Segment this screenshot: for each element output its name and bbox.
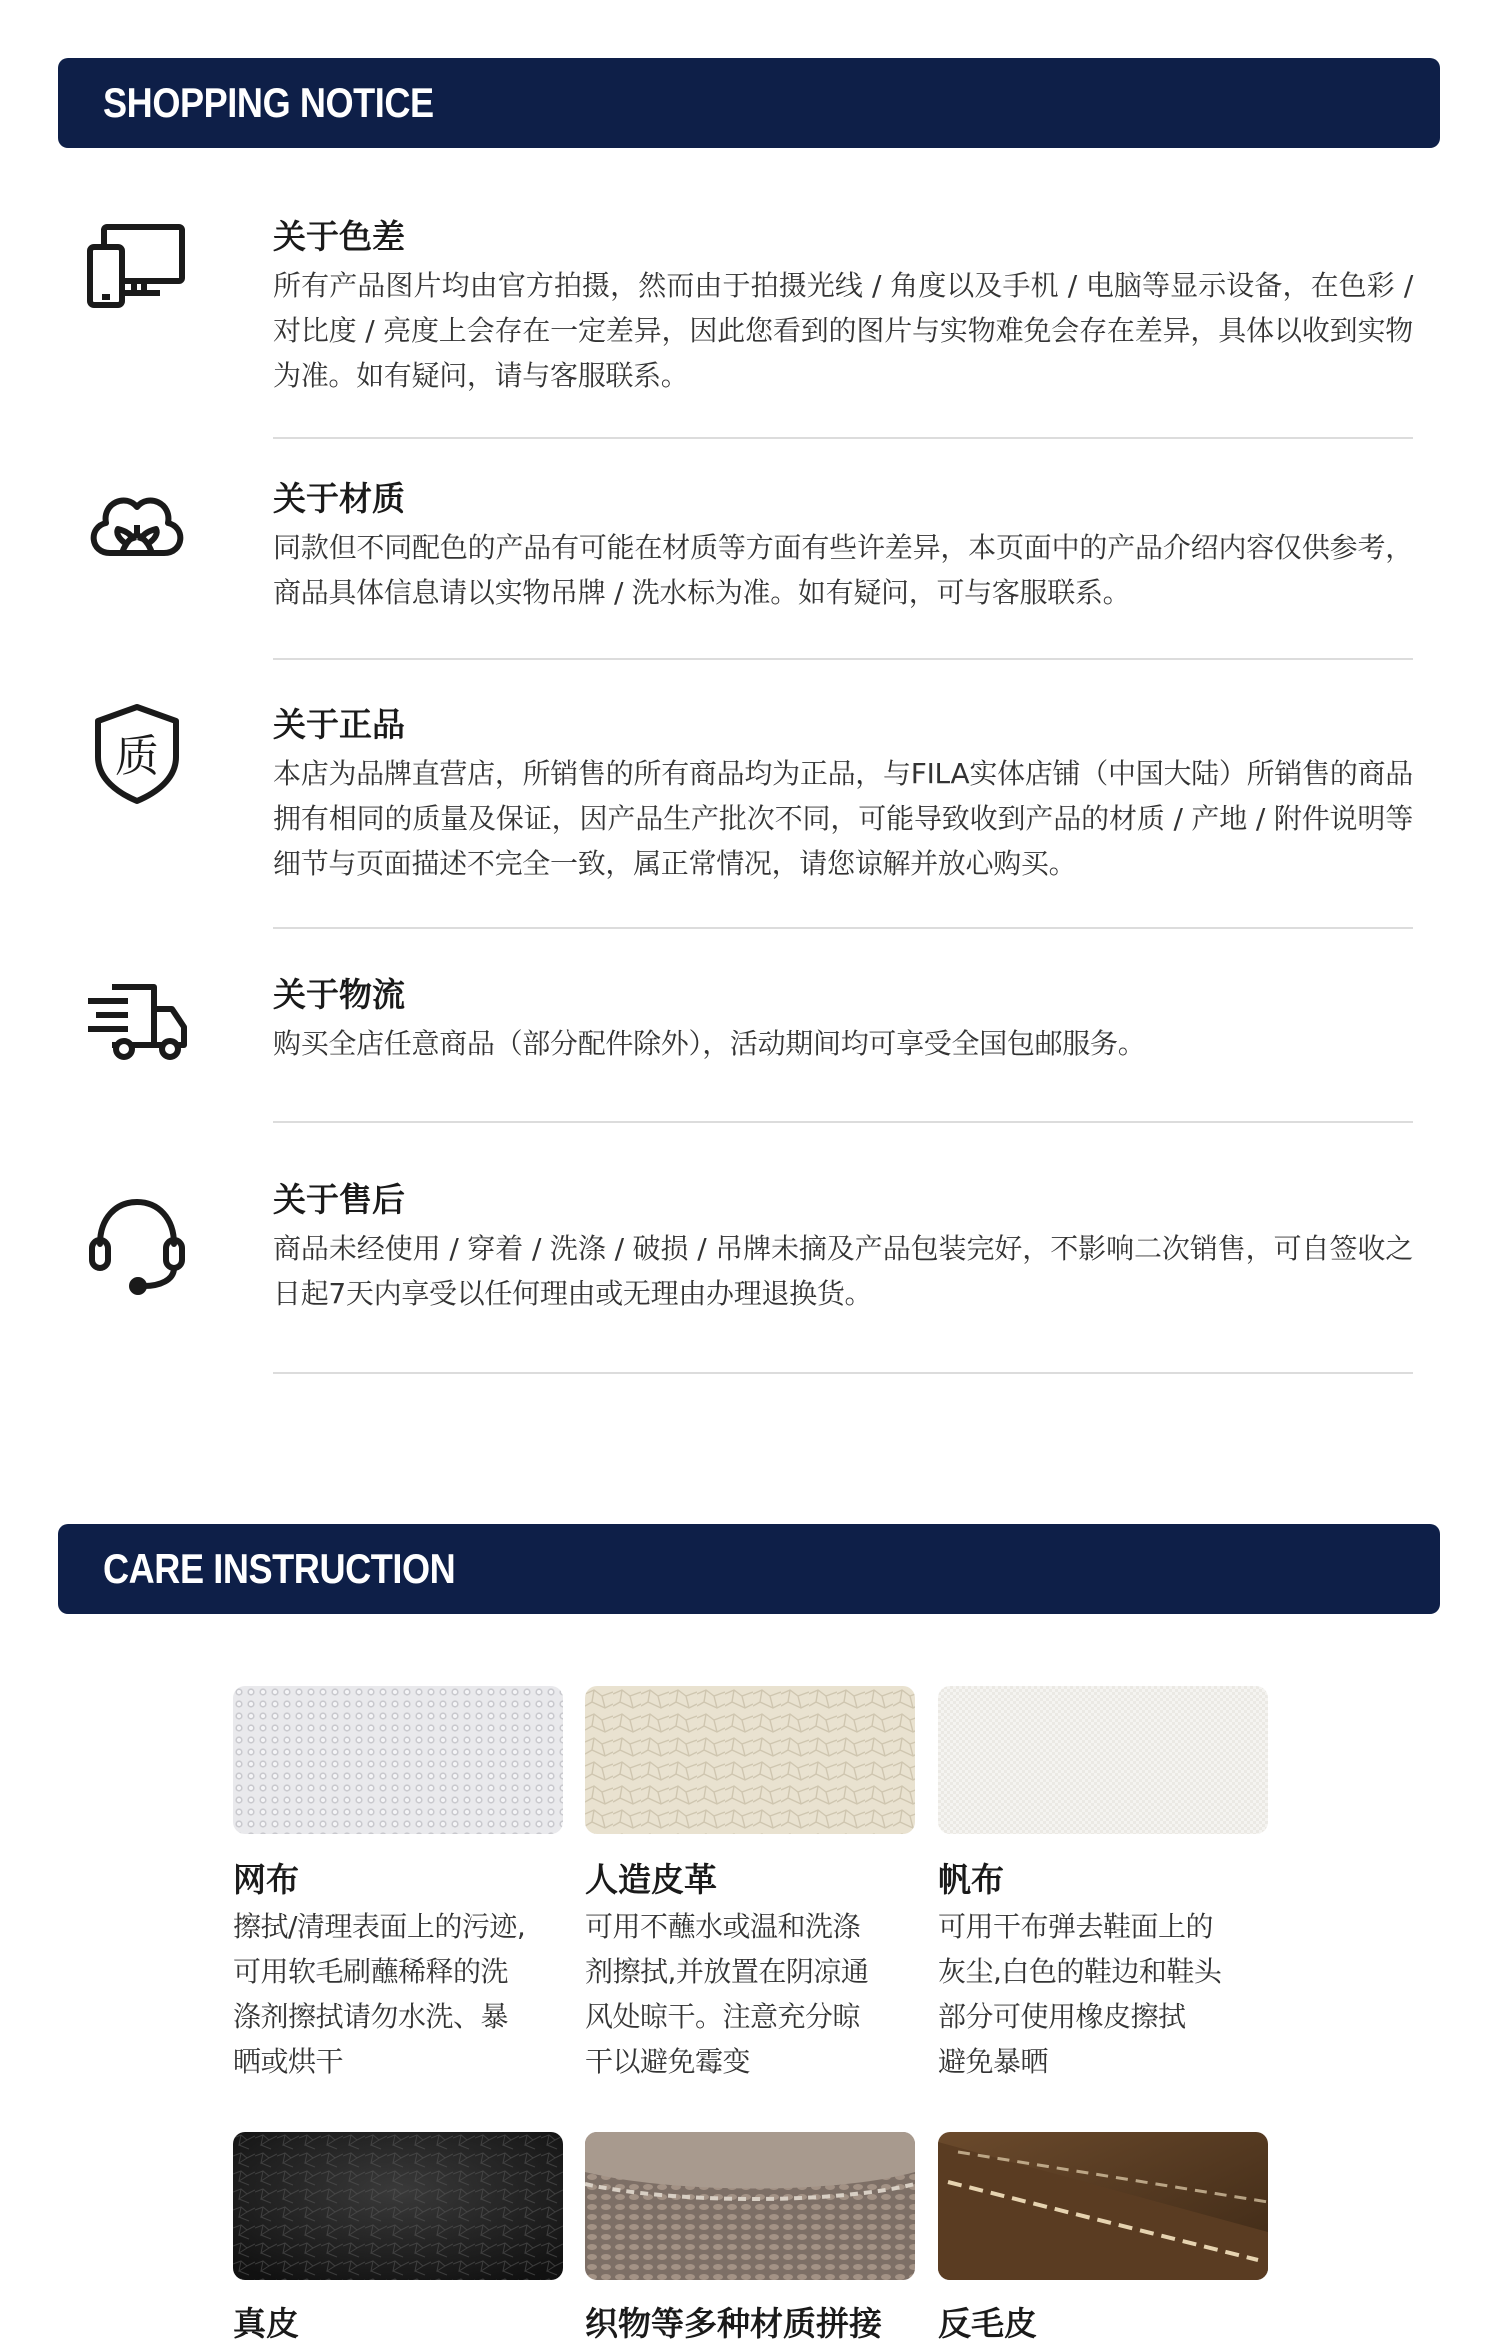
divider: [273, 658, 1413, 660]
cotton-icon: [82, 475, 192, 585]
knit-fabric-swatch: [585, 2132, 915, 2280]
material-card-synthetic-leather: [585, 1686, 915, 2084]
synthetic-leather-swatch: [585, 1686, 915, 1834]
care-instruction-title: CARE INSTRUCTION: [103, 1545, 456, 1592]
black-leather-swatch: [233, 2132, 563, 2280]
material-name-partial: 真皮: [233, 2304, 299, 2343]
divider: [273, 927, 1413, 929]
shopping-notice-title: SHOPPING NOTICE: [103, 79, 434, 126]
canvas-swatch: [938, 1686, 1268, 1834]
material-name: 人造皮革: [585, 1860, 717, 1899]
care-instruction-banner: [58, 1524, 1440, 1614]
notice-text: 商品未经使用 / 穿着 / 洗涤 / 破损 / 吊牌未摘及产品包装完好，不影响二次销售，可自签收之日起7天内享受以任何理由或无理由办理退换货。: [273, 1232, 1413, 1310]
headset-icon: [82, 1188, 192, 1298]
shopping-notice-banner: [58, 58, 1440, 148]
material-card-canvas: [938, 1686, 1268, 2084]
notice-title: 关于正品: [273, 705, 405, 744]
material-name-partial: 织物等多种材质拼接: [585, 2304, 882, 2343]
notice-text: 本店为品牌直营店，所销售的所有商品均为正品，与FILA实体店铺（中国大陆）所销售的商品拥有相同的质量及保证，因产品生产批次不同，可能导致收到产品的材质 / 产地 / 附件说明等细节与页面描述不完全一致，属正常情况，请您谅解并放心购买。: [273, 757, 1413, 880]
quality-glyph: 质: [115, 731, 159, 782]
notice-title: 关于材质: [273, 479, 405, 518]
material-name-partial: 反毛皮: [938, 2304, 1037, 2343]
delivery-truck-icon: [82, 965, 192, 1075]
mesh-swatch: [233, 1686, 563, 1834]
divider: [273, 1372, 1413, 1374]
material-name: 网布: [233, 1860, 299, 1899]
divider: [273, 1121, 1413, 1123]
divider: [273, 437, 1413, 439]
material-name: 帆布: [938, 1860, 1004, 1899]
notice-text: 同款但不同配色的产品有可能在材质等方面有些许差异，本页面中的产品介绍内容仅供参考，商品具体信息请以实物吊牌 / 洗水标为准。如有疑问，可与客服联系。: [273, 531, 1413, 609]
material-card-mesh: [233, 1686, 563, 2084]
material-care-text: 可用干布弹去鞋面上的 灰尘,白色的鞋边和鞋头 部分可使用橡皮擦拭 避免暴晒: [938, 1910, 1222, 2078]
brown-leather-swatch: [938, 2132, 1268, 2280]
notice-title: 关于售后: [273, 1180, 405, 1219]
material-care-text: 可用不蘸水或温和洗涤 剂擦拭,并放置在阴凉通 风处晾干。注意充分晾 干以避免霉变: [585, 1910, 869, 2078]
quality-shield-icon: [82, 699, 192, 809]
material-care-text: 擦拭/清理表面上的污迹, 可用软毛刷蘸稀释的洗 涤剂擦拭请勿水洗、暴 晒或烘干: [233, 1910, 526, 2078]
notice-text: 所有产品图片均由官方拍摄，然而由于拍摄光线 / 角度以及手机 / 电脑等显示设备，在色彩 / 对比度 / 亮度上会存在一定差异，因此您看到的图片与实物难免会存在差异，具体以收到实物为准。如有疑问，请与客服联系。: [273, 269, 1413, 392]
notice-title: 关于物流: [273, 975, 405, 1014]
notice-text: 购买全店任意商品（部分配件除外），活动期间均可享受全国包邮服务。: [273, 1027, 1146, 1060]
monitor-phone-icon: [82, 217, 192, 327]
notice-title: 关于色差: [273, 217, 405, 256]
